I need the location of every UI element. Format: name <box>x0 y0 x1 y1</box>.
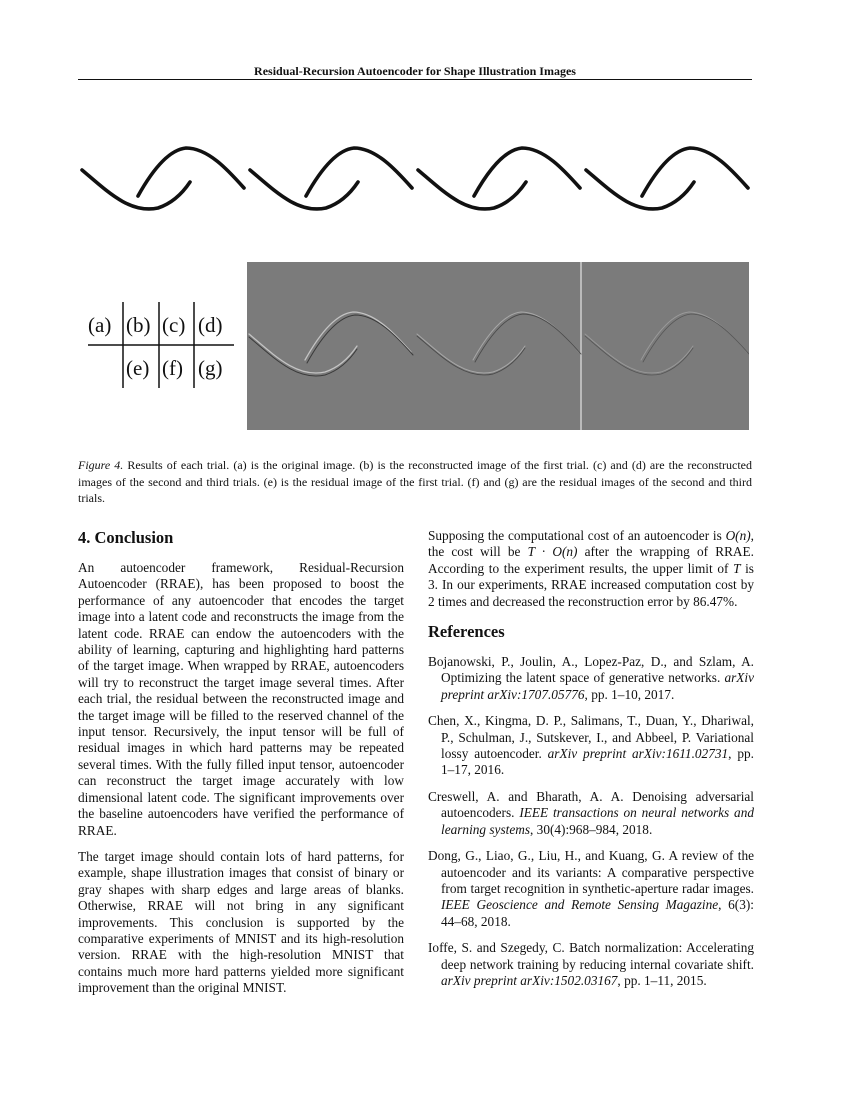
left-column <box>78 528 404 1007</box>
figure-caption-text: Results of each trial. (a) is the original image. (b) is the reconstructed image of the first trial. (c) and (d) are the reconstructed images of the second and third trials. (e) is the residual image of the first trial. (f) and (g) are the residual images of the second and third trials. <box>78 458 752 506</box>
reference-venue: arXiv preprint arXiv:1707.05776 <box>441 670 754 702</box>
reference-venue: IEEE transactions on neural networks and learning systems <box>441 805 755 837</box>
conclusion-paragraph-2: The target image should contain lots of hard patterns, for example, shape illustration images that consist of binary or gray shapes with sharp edges and large areas of blanks. Otherwise, RRAE will not bring in any significant improvements. This conclusion is supported by the comparative experiments of MNIST and its high-resolution version. RRAE with the high-resolution MNIST that contains much more hard patterns yielded more significant improvement than the original MNIST. <box>78 848 404 996</box>
cost-text-1: Supposing the computational cost of an autoencoder is <box>428 528 726 543</box>
math-t-on: T · O(n) <box>527 544 578 560</box>
reference-text: Ioffe, S. and Szegedy, C. Batch normalization: Accelerating deep network training by reducing internal covariate shift. <box>428 940 754 972</box>
cost-paragraph <box>428 528 754 610</box>
label-c: (c) <box>162 313 186 337</box>
panel-a-image <box>82 148 244 209</box>
reference-text: Chen, X., Kingma, D. P., Salimans, T., Duan, Y., Dhariwal, P., Schulman, J., Sutskever, I., and Abbeel, P. Variational lossy autoencoder. <box>428 713 754 762</box>
reference-venue: arXiv preprint arXiv:1502.03167 <box>441 972 618 988</box>
reference-tail: , pp. 1–10, 2017. <box>584 686 675 702</box>
reference-tail: , 30(4):968–984, 2018. <box>530 821 653 837</box>
right-column <box>428 528 754 999</box>
reference-text: Creswell, A. and Bharath, A. A. Denoising adversarial autoencoders. <box>428 788 754 821</box>
label-a: (a) <box>88 313 112 337</box>
reference-text: Bojanowski, P., Joulin, A., Lopez-Paz, D., and Szlam, A. Optimizing the latent space of generative networks. <box>428 654 754 686</box>
math-on: O(n) <box>725 528 751 543</box>
reference-venue: IEEE Geoscience and Remote Sensing Magazine <box>441 897 719 913</box>
figure-number: Figure 4. <box>78 458 124 472</box>
header-rule <box>78 79 752 80</box>
reference-item <box>428 789 754 838</box>
panel-d-image <box>586 148 748 209</box>
label-f: (f) <box>162 356 183 380</box>
label-b: (b) <box>126 313 151 337</box>
reference-tail: , pp. 1–17, 2016. <box>441 746 754 778</box>
conclusion-paragraph-1: An autoencoder framework, Residual-Recursion Autoencoder (RRAE), has been proposed to boost the performance of any autoencoder that encodes the target image into a latent code and reconstructs the image from the latent code. RRAE can endow the autoencoders with the ability of learning, capturing and highlighting hard patterns of the target image. When wrapped by RRAE, autoencoders will try to reconstruct the target image several times. After each trial, the residual between the reconstructed image and the target image will be filled to the reserved channel of the input tensor. Recursively, the input tensor will be full of residual images in which hard patterns may be repeated several times. With the fully filled input tensor, autoencoder can reconstruct the target image accurately with low dimensional latent code. The significant improvements over the baseline autoencoders have verified the performance of RRAE. <box>78 560 404 838</box>
figure-caption <box>78 457 752 507</box>
reference-tail: , 6(3): 44–68, 2018. <box>441 897 754 929</box>
reference-text: Dong, G., Liao, G., Liu, H., and Kuang, G. A review of the autoencoder and its variants: A comparative perspective from target recognition in synthetic-aperture radar images. <box>428 848 754 896</box>
math-t: T <box>733 560 741 576</box>
references-heading: References <box>428 622 505 642</box>
cost-text-2: , the cost will be <box>428 528 754 560</box>
reference-item <box>428 940 754 989</box>
label-e: (e) <box>126 356 150 380</box>
panel-b-image <box>250 148 412 209</box>
figure-reconstructions-strip <box>78 136 752 216</box>
running-head: Residual-Recursion Autoencoder for Shape Illustration Images <box>254 64 576 78</box>
label-g: (g) <box>198 356 223 380</box>
reference-item <box>428 848 754 930</box>
cost-text-4: is 3. In our experiments, RRAE increased computation cost by 2 times and decreased the reconstruction error by 86.47%. <box>428 560 754 609</box>
reference-tail: , pp. 1–11, 2015. <box>617 972 707 988</box>
figure-residuals-strip <box>247 262 749 430</box>
panel-layout-key <box>86 302 236 394</box>
panel-c-image <box>418 148 580 209</box>
label-d: (d) <box>198 313 223 337</box>
reference-item <box>428 654 754 703</box>
cost-text-3: after the wrapping of RRAE. According to the experiment results, the upper limit of <box>428 544 754 576</box>
reference-item <box>428 713 754 779</box>
reference-venue: arXiv preprint arXiv:1611.02731 <box>547 746 729 762</box>
conclusion-heading: 4. Conclusion <box>78 528 174 547</box>
